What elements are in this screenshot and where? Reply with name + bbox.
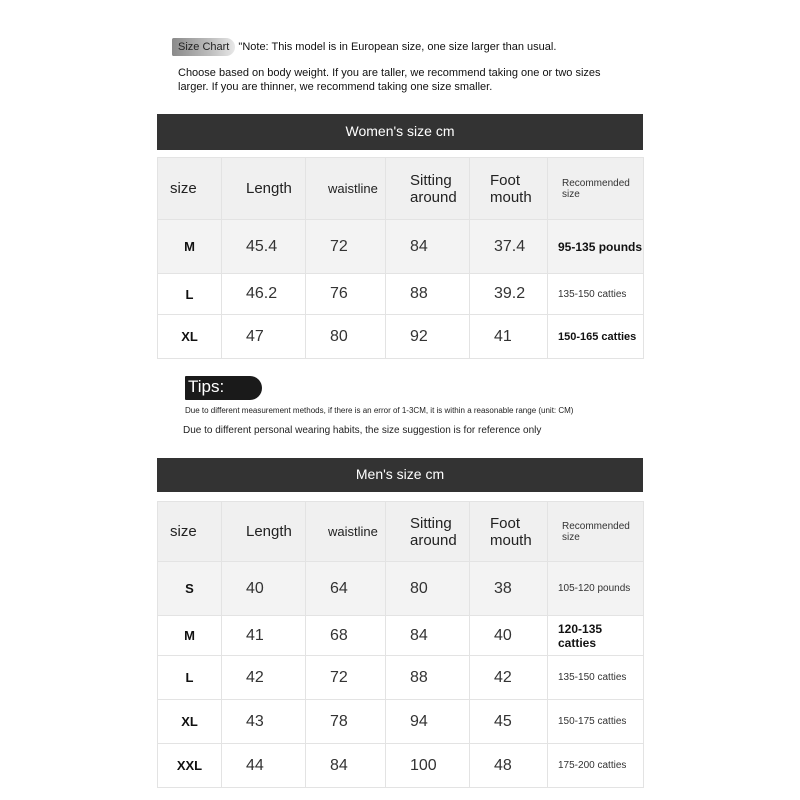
length-value: 45.4 — [222, 220, 306, 274]
sitting-value: 100 — [386, 744, 470, 788]
recommended-value: 175-200 catties — [548, 744, 644, 788]
sitting-value: 84 — [386, 616, 470, 656]
header-recommended-size: Recommended size — [548, 158, 644, 220]
length-value: 41 — [222, 616, 306, 656]
tips-label: Tips: — [185, 376, 262, 400]
recommended-value: 120-135 catties — [548, 616, 644, 656]
foot-value: 45 — [470, 700, 548, 744]
size-label: XXL — [158, 744, 222, 788]
table-row — [158, 700, 644, 744]
waist-value: 76 — [306, 274, 386, 315]
foot-value: 38 — [470, 562, 548, 616]
women-size-title: Women's size cm — [157, 114, 643, 150]
sitting-value: 84 — [386, 220, 470, 274]
size-label: L — [158, 274, 222, 315]
men-size-table — [157, 501, 644, 788]
size-label: S — [158, 562, 222, 616]
foot-value: 41 — [470, 315, 548, 359]
women-size-table — [157, 157, 644, 359]
length-value: 40 — [222, 562, 306, 616]
men-size-title: Men's size cm — [157, 458, 643, 492]
waist-value: 80 — [306, 315, 386, 359]
table-row — [158, 315, 644, 359]
waist-value: 64 — [306, 562, 386, 616]
length-value: 46.2 — [222, 274, 306, 315]
table-header-row — [158, 158, 644, 220]
foot-value: 40 — [470, 616, 548, 656]
table-row — [158, 744, 644, 788]
sitting-value: 92 — [386, 315, 470, 359]
length-value: 43 — [222, 700, 306, 744]
recommended-value: 135-150 catties — [548, 656, 644, 700]
table-row — [158, 616, 644, 656]
sitting-value: 88 — [386, 274, 470, 315]
size-chart-tag: Size Chart — [172, 38, 235, 56]
recommended-value: 150-165 catties — [548, 315, 644, 359]
table-row — [158, 220, 644, 274]
waist-value: 72 — [306, 656, 386, 700]
header-size: size — [158, 158, 222, 220]
header-size: size — [158, 502, 222, 562]
waist-value: 78 — [306, 700, 386, 744]
header-foot-mouth: Foot mouth — [470, 158, 548, 220]
size-label: XL — [158, 700, 222, 744]
foot-value: 37.4 — [470, 220, 548, 274]
header-sitting-around: Sitting around — [386, 502, 470, 562]
table-row — [158, 656, 644, 700]
tips-line-1: Due to different measurement methods, if there is an error of 1-3CM, it is within a reasonable range (unit: CM) — [185, 406, 574, 415]
waist-value: 84 — [306, 744, 386, 788]
size-label: M — [158, 616, 222, 656]
header-waistline: waistline — [306, 502, 386, 562]
table-row — [158, 562, 644, 616]
note-line-2: Choose based on body weight. If you are taller, we recommend taking one or two sizes — [178, 67, 601, 79]
recommended-value: 150-175 catties — [548, 700, 644, 744]
sitting-value: 88 — [386, 656, 470, 700]
waist-value: 68 — [306, 616, 386, 656]
foot-value: 42 — [470, 656, 548, 700]
sitting-value: 80 — [386, 562, 470, 616]
header-waistline: waistline — [306, 158, 386, 220]
size-label: L — [158, 656, 222, 700]
size-label: M — [158, 220, 222, 274]
length-value: 42 — [222, 656, 306, 700]
length-value: 47 — [222, 315, 306, 359]
note-line-1: "Note: This model is in European size, one size larger than usual. — [235, 41, 557, 53]
recommended-value: 135-150 catties — [548, 274, 644, 315]
header-sitting-around: Sitting around — [386, 158, 470, 220]
header-length: Length — [222, 158, 306, 220]
recommended-value: 95-135 pounds — [548, 220, 644, 274]
table-row — [158, 274, 644, 315]
header-recommended-size: Recommended size — [548, 502, 644, 562]
note-line-3: larger. If you are thinner, we recommend taking one size smaller. — [178, 81, 493, 93]
size-chart-note — [178, 38, 601, 94]
foot-value: 39.2 — [470, 274, 548, 315]
tips-line-2: Due to different personal wearing habits, the size suggestion is for reference only — [183, 425, 542, 436]
length-value: 44 — [222, 744, 306, 788]
foot-value: 48 — [470, 744, 548, 788]
sitting-value: 94 — [386, 700, 470, 744]
header-length: Length — [222, 502, 306, 562]
header-foot-mouth: Foot mouth — [470, 502, 548, 562]
recommended-value: 105-120 pounds — [548, 562, 644, 616]
waist-value: 72 — [306, 220, 386, 274]
table-header-row — [158, 502, 644, 562]
size-label: XL — [158, 315, 222, 359]
